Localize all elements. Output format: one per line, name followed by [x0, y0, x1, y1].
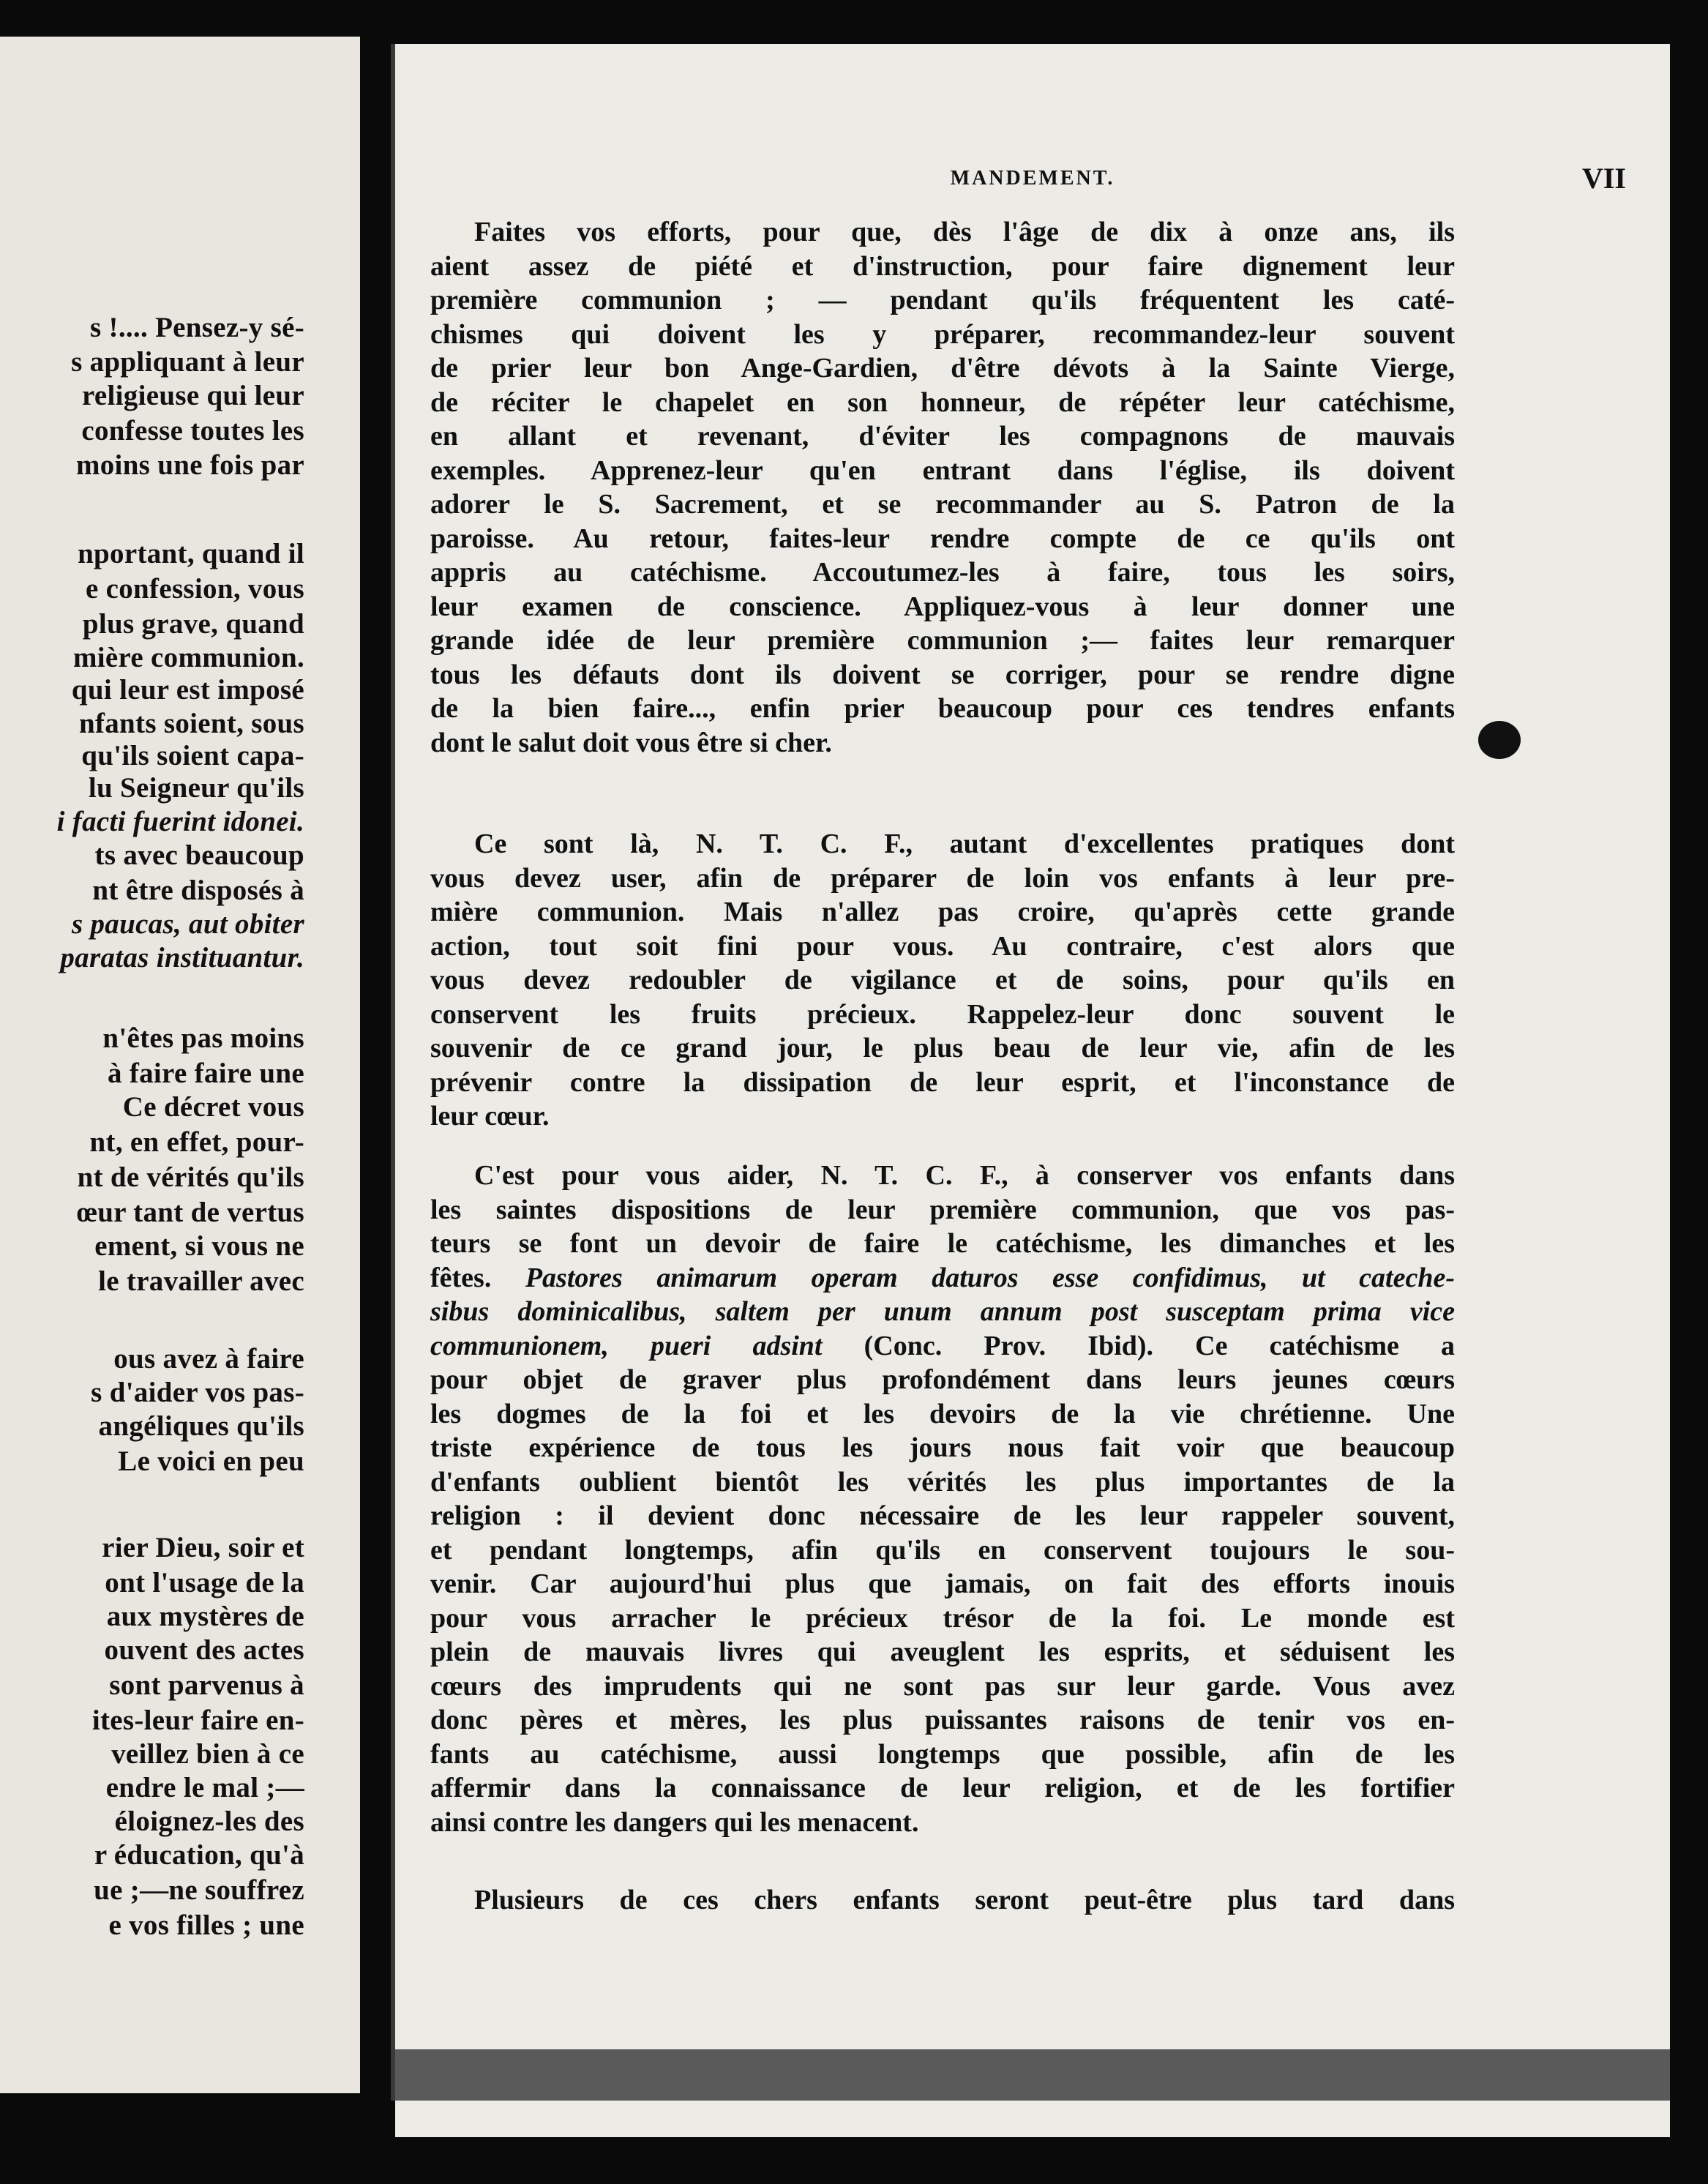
left-column-line: qu'ils soient capa-	[81, 740, 304, 771]
left-column-line: endre le mal ;—	[105, 1772, 304, 1803]
left-column-line: ites-leur faire en-	[91, 1705, 304, 1736]
left-column-line: nt, en effet, pour-	[89, 1126, 304, 1158]
text-line: conservent les fruits précieux. Rappelez-leur donc souvent le	[430, 998, 1455, 1030]
left-column-line: aux mystères de	[106, 1601, 304, 1632]
text-line: fants au catéchisme, aussi longtemps que possible, afin de les	[430, 1738, 1455, 1770]
left-column-line: œur tant de vertus	[76, 1197, 304, 1228]
text-line: les saintes dispositions de leur première communion, que vos pas-	[430, 1194, 1455, 1225]
left-column-line: e vos filles ; une	[108, 1910, 304, 1941]
page-number: VII	[1581, 162, 1626, 195]
text-line: première communion ; — pendant qu'ils fréquentent les caté-	[430, 285, 1455, 315]
left-column-line: plus grave, quand	[82, 608, 304, 640]
left-column-line: nt de vérités qu'ils	[77, 1162, 304, 1193]
left-column-line: r éducation, qu'à	[94, 1839, 304, 1871]
left-column-line: ous avez à faire	[113, 1343, 304, 1375]
left-column-line: moins une fois par	[75, 449, 304, 481]
text-line: les dogmes de la foi et les devoirs de la vie chrétienne. Une	[430, 1398, 1455, 1429]
text-run: communionem, pueri adsint	[430, 1330, 864, 1361]
text-line: venir. Car aujourd'hui plus que jamais, on fait des efforts inouis	[430, 1568, 1455, 1599]
page-bottom-edge	[395, 2049, 1670, 2101]
left-column-line: religieuse qui leur	[82, 380, 304, 411]
text-line: C'est pour vous aider, N. T. C. F., à conserver vos enfants dans	[474, 1160, 1455, 1191]
text-line: grande idée de leur première communion ;— faites leur remarquer	[430, 625, 1455, 656]
left-column-line: confesse toutes les	[81, 415, 304, 446]
text-line: de réciter le chapelet en son honneur, de répéter leur catéchisme,	[430, 386, 1455, 418]
left-column-line: Le voici en peu	[118, 1446, 304, 1477]
text-line: et pendant longtemps, afin qu'ils en conservent toujours le sou-	[430, 1534, 1455, 1566]
left-column-line: éloignez-les des	[114, 1806, 304, 1837]
left-column-line: ouvent des actes	[104, 1634, 304, 1666]
left-column-line: le travailler avec	[98, 1265, 304, 1297]
text-line: pour objet de graver plus profondément dans leurs jeunes cœurs	[430, 1364, 1455, 1395]
left-column-line: Ce décret vous	[122, 1091, 304, 1123]
text-line: Plusieurs de ces chers enfants seront peut-être plus tard dans	[474, 1885, 1455, 1915]
paragraph	[430, 215, 1455, 760]
text-line	[430, 1261, 1455, 1295]
left-column-line: nfants soient, sous	[78, 708, 304, 739]
text-line: chismes qui doivent les y préparer, recommandez-leur souvent	[430, 318, 1455, 350]
left-column-line: ont l'usage de la	[105, 1567, 304, 1598]
text-line: vous devez user, afin de préparer de loin vos enfants à leur pre-	[430, 862, 1455, 894]
text-run: (Conc. Prov. Ibid). Ce catéchisme a	[864, 1330, 1455, 1361]
left-column-line: s appliquant à leur	[71, 346, 304, 378]
left-column-line: veillez bien à ce	[111, 1738, 304, 1770]
left-column-line: à faire faire une	[107, 1058, 304, 1089]
text-line: d'enfants oublient bientôt les vérités les plus importantes de la	[430, 1466, 1455, 1497]
text-line: religion : il devient donc nécessaire de les leur rappeler souvent,	[430, 1500, 1455, 1531]
main-page	[395, 44, 1670, 2137]
left-column-line: n'êtes pas moins	[102, 1022, 304, 1054]
text-line: plein de mauvais livres qui aveuglent les esprits, et séduisent les	[430, 1637, 1455, 1667]
left-column-line: nt être disposés à	[92, 875, 304, 906]
ink-blot	[1478, 721, 1521, 759]
text-line: adorer le S. Sacrement, et se recommander au S. Patron de la	[430, 489, 1455, 520]
left-page	[0, 37, 360, 2093]
left-column-line: e confession, vous	[85, 573, 304, 605]
text-line: sibus dominicalibus, saltem per unum annum post susceptam prima vice	[430, 1296, 1455, 1327]
text-line: affermir dans la connaissance de leur religion, et de les fortifier	[430, 1773, 1455, 1803]
text-line: exemples. Apprenez-leur qu'en entrant dans l'église, ils doivent	[430, 455, 1455, 486]
text-line: ainsi contre les dangers qui les menacent.	[430, 1806, 919, 1838]
paragraph	[430, 1159, 1455, 1839]
text-line: mière communion. Mais n'allez pas croire, qu'après cette grande	[430, 897, 1455, 927]
left-column-line: nportant, quand il	[78, 538, 304, 569]
left-column-line: mière communion.	[72, 642, 304, 673]
text-line	[430, 1329, 1455, 1364]
left-column-line: lu Seigneur qu'ils	[88, 772, 304, 804]
left-column-line: ue ;—ne souffrez	[94, 1874, 304, 1906]
left-column-line: ement, si vous ne	[94, 1230, 304, 1262]
left-column-line: angéliques qu'ils	[98, 1410, 304, 1442]
text-line: triste expérience de tous les jours nous fait voir que beaucoup	[430, 1432, 1455, 1463]
text-line: en allant et revenant, d'éviter les compagnons de mauvais	[430, 421, 1455, 452]
text-line: cœurs des imprudents qui ne sont pas sur leur garde. Vous avez	[430, 1670, 1455, 1702]
left-column-line: ts avec beaucoup	[94, 839, 304, 871]
left-column-line: i facti fuerint idonei.	[56, 806, 304, 837]
text-line: leur examen de conscience. Appliquez-vous à leur donner une	[430, 591, 1455, 622]
text-line: appris au catéchisme. Accoutumez-les à faire, tous les soirs,	[430, 557, 1455, 588]
text-line: leur cœur.	[430, 1101, 550, 1132]
binding-gutter	[360, 29, 391, 2101]
paragraph	[430, 827, 1455, 1134]
text-line: tous les défauts dont ils doivent se corriger, pour se rendre digne	[430, 659, 1455, 690]
text-line: paroisse. Au retour, faites-leur rendre compte de ce qu'ils ont	[430, 523, 1455, 554]
text-line: aient assez de piété et d'instruction, pour faire dignement leur	[430, 250, 1455, 282]
text-line: donc pères et mères, les plus puissantes raisons de tenir vos en-	[430, 1705, 1455, 1735]
text-line: Ce sont là, N. T. C. F., autant d'excellentes pratiques dont	[474, 829, 1455, 859]
text-line: de la bien faire..., enfin prier beaucoup pour ces tendres enfants	[430, 693, 1455, 724]
text-line: prévenir contre la dissipation de leur esprit, et l'inconstance de	[430, 1066, 1455, 1098]
text-line: teurs se font un devoir de faire le catéchisme, les dimanches et les	[430, 1228, 1455, 1259]
left-column-line: s !.... Pensez-y sé-	[90, 312, 304, 343]
text-line: action, tout soit fini pour vous. Au contraire, c'est alors que	[430, 930, 1455, 962]
left-column-line: qui leur est imposé	[71, 674, 304, 706]
text-run: Pastores animarum operam daturos esse confidimus, ut cateche-	[491, 1262, 1455, 1293]
left-column-line: paratas instituantur.	[60, 942, 304, 973]
left-column-line: s d'aider vos pas-	[91, 1377, 304, 1408]
left-column-line: sont parvenus à	[109, 1669, 304, 1701]
text-line: dont le salut doit vous être si cher.	[430, 727, 832, 758]
text-line: de prier leur bon Ange-Gardien, d'être dévots à la Sainte Vierge,	[430, 353, 1455, 384]
paragraph	[430, 1883, 1455, 1918]
text-line: pour vous arracher le précieux trésor de la foi. Le monde est	[430, 1602, 1455, 1634]
text-line: souvenir de ce grand jour, le plus beau de leur vie, afin de les	[430, 1033, 1455, 1063]
text-line: Faites vos efforts, pour que, dès l'âge de dix à onze ans, ils	[474, 217, 1455, 247]
scan-border	[1670, 0, 1708, 2184]
left-column-line: s paucas, aut obiter	[71, 908, 304, 940]
left-column-line: rier Dieu, soir et	[102, 1532, 304, 1563]
text-line: vous devez redoubler de vigilance et de soins, pour qu'ils en	[430, 965, 1455, 995]
text-run: fêtes.	[430, 1262, 492, 1293]
running-head: MANDEMENT.	[950, 167, 1115, 190]
